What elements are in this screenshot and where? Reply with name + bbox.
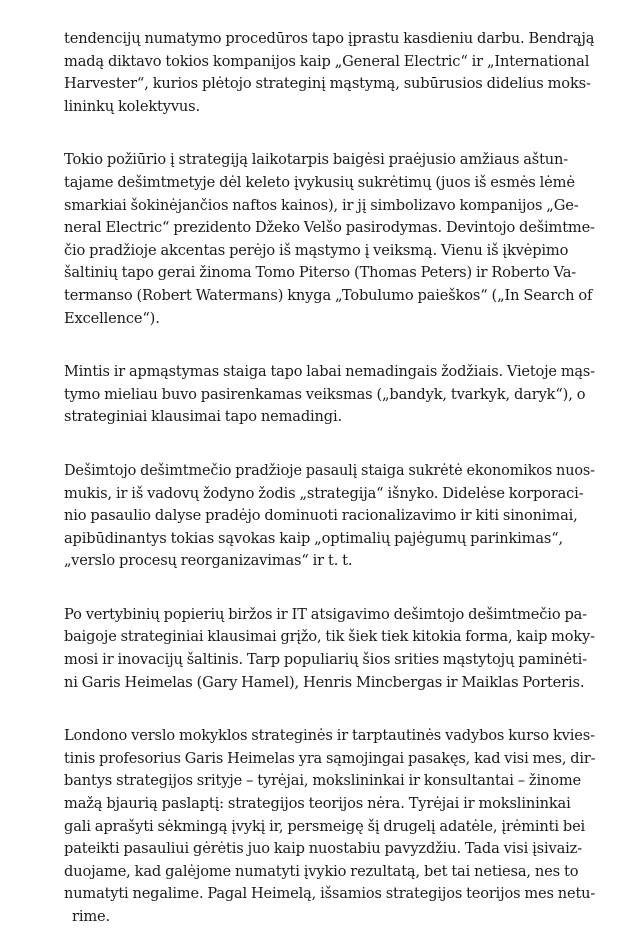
paragraph-6	[64, 725, 595, 928]
text-line: madą diktavo tokios kompanijos kaip „General Electric“ ir „International	[64, 52, 590, 70]
text-line: smarkiai šokinėjančios naftos kainos), ir jį simbolizavo kompanijos „Ge-	[64, 196, 579, 214]
text-line: mosi ir inovacijų šaltinis. Tarp populiarių šios srities mąstytojų paminėti-	[64, 651, 587, 669]
paragraph-2	[64, 149, 595, 330]
text-line: numatyti negalime. Pagal Heimelą, išsamios strategijos teorijos mes netu-	[64, 885, 596, 903]
text-line: Po vertybinių popierių biržos ir IT atsigavimo dešimtojo dešimtmečio pa-	[64, 605, 587, 623]
text-line: nio pasaulio dalyse pradėjo dominuoti racionalizavimo ir kiti sinonimai,	[64, 507, 578, 525]
text-line: neral Electric“ prezidento Džeko Velšo pasirodymas. Devintojo dešimtme-	[64, 219, 595, 237]
text-line: „verslo procesų reorganizavimas“ ir t. t.	[64, 552, 353, 570]
text-line: pateikti pasauliui gėrėtis juo kaip nuostabiu pavyzdžiu. Tada visi įsivaiz-	[64, 840, 582, 858]
text-line: mukis, ir iš vadovų žodyno žodis „strategija“ išnyko. Didelėse korporaci-	[64, 484, 584, 502]
text-line: apibūdinantys tokias sąvokas kaip „optimalių pajėgumų parinkimas“,	[64, 529, 564, 547]
text-line: duojame, kad galėjome numatyti įvykio rezultatą, bet tai netiesa, nes to	[64, 862, 579, 880]
paragraph-5	[64, 604, 595, 694]
text-line: šaltinių tapo gerai žinoma Tomo Piterso (Thomas Peters) ir Roberto Va-	[64, 264, 577, 282]
text-line: termanso (Robert Watermans) knyga „Tobulumo paieškos“ („In Search of	[64, 286, 593, 304]
text-line: Londono verslo mokyklos strateginės ir tarptautinės vadybos kurso kvies-	[64, 727, 595, 745]
text-line: Tokio požiūrio į strategiją laikotarpis baigėsi praėjusio amžiaus aštun-	[64, 151, 569, 169]
text-line: mažą bjaurią paslaptį: strategijos teorijos nėra. Tyrėjai ir mokslininkai	[64, 795, 571, 813]
text-line: Excellence“).	[64, 309, 160, 327]
paragraph-3	[64, 361, 595, 429]
text-line: bantys strategijos srityje – tyrėjai, mokslininkai ir konsultantai – žinome	[64, 772, 582, 790]
text-line: strateginiai klausimai tapo nemadingi.	[64, 408, 342, 426]
text-line: tymo mieliau buvo pasirenkamas veiksmas („bandyk, tvarkyk, daryk“), o	[64, 385, 586, 403]
text-line: tajame dešimtmetyje dėl keleto įvykusių sukrėtimų (juos iš esmės lėmė	[64, 173, 575, 191]
text-line: rime.	[72, 908, 111, 925]
paragraph-4	[64, 460, 595, 573]
text-line: čio pradžioje akcentas perėjo iš mąstymo į veiksmą. Vienu iš įkvėpimo	[64, 241, 569, 259]
text-line: tendencijų numatymo procedūros tapo įprastu kasdieniu darbu. Bendrąją	[64, 30, 595, 47]
text-line: lininkų kolektyvus.	[64, 97, 200, 115]
text-line: ni Garis Heimelas (Gary Hamel), Henris Mincbergas ir Maiklas Porteris.	[64, 673, 585, 691]
text-line: Mintis ir apmąstymas staiga tapo labai nemadingais žodžiais. Vietoje mąs-	[64, 363, 595, 381]
text-line: baigoje strateginiai klausimai grįžo, tik šiek tiek kitokia forma, kaip moky-	[64, 628, 595, 646]
text-line: Harvester“, kurios plėtojo strateginį mąstymą, subūrusios didelius moks-	[64, 75, 591, 93]
text-line: Dešimtojo dešimtmečio pradžioje pasaulį staiga sukrėtė ekonomikos nuos-	[64, 461, 595, 479]
text-line: gali aprašyti sėkmingą įvykį ir, persmeigę šį drugelį adatėle, įrėminti bei	[64, 817, 586, 835]
text-line: tinis profesorius Garis Heimelas yra sąmojingai pasakęs, kad visi mes, dir-	[64, 749, 596, 767]
paragraph-1	[64, 28, 595, 118]
